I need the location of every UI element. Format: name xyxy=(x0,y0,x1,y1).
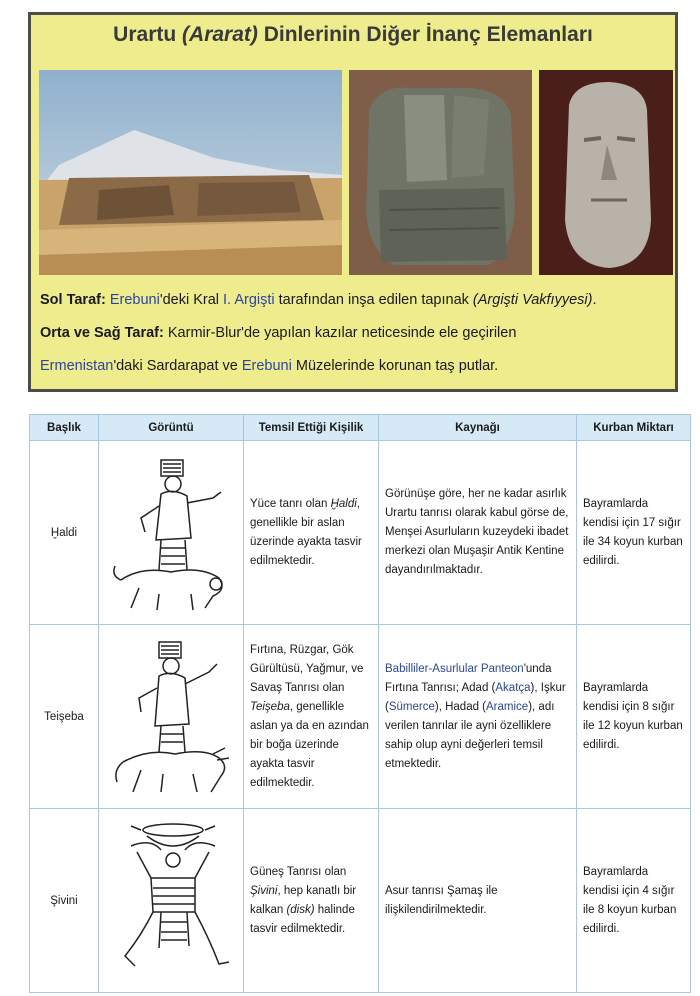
source-cell xyxy=(379,809,577,993)
table-row xyxy=(30,809,691,993)
column-header: Başlık xyxy=(30,415,99,441)
caption-text: Müzelerinde korunan taş putlar. xyxy=(295,358,499,374)
persona-cell xyxy=(244,625,379,809)
persona-text: , genellikle bir aslan üzerinde ayakta tasvir edilmektedir. xyxy=(250,497,362,567)
persona-emphasis: Şivini xyxy=(250,884,278,897)
title-part: Urartu xyxy=(113,23,177,46)
persona-cell xyxy=(244,441,379,625)
deity-image xyxy=(99,625,244,809)
source-text: Görünüşe göre, her ne kadar asırlık Urartu tanrısı olarak kabul görse de, Menşei Asurluların kuzeydeki ibadet merkezi olan Muşaşir Antik Kentine dayandırılmaktadır. xyxy=(385,488,569,576)
caption-label: Orta ve Sağ Taraf: xyxy=(40,325,164,341)
source-text: 'unda Fırtına Tanrısı; Adad ( xyxy=(385,662,552,694)
persona-text: Güneş Tanrısı olan xyxy=(250,865,347,878)
haldi-relief-icon xyxy=(101,448,241,618)
erebuni-link[interactable]: Erebuni xyxy=(109,292,160,308)
panteon-link[interactable]: Babilliler-Asurlular Panteon xyxy=(385,662,524,675)
argisti-link[interactable]: I. Argişti xyxy=(223,292,275,308)
caption-text: 'deki Kral xyxy=(159,292,219,308)
deity-image xyxy=(99,809,244,993)
persona-text: , genellikle aslan ya da en azından bir boğa üzerinde ayakta tasvir edilmektedir. xyxy=(250,700,369,789)
column-header: Temsil Ettiği Kişilik xyxy=(244,415,379,441)
persona-emphasis: Teişeba xyxy=(250,700,290,713)
figure-panel xyxy=(28,12,678,392)
figure-title xyxy=(31,23,675,47)
sivini-relief-icon xyxy=(101,816,241,986)
persona-cell xyxy=(244,809,379,993)
caption-line-3 xyxy=(40,357,498,375)
source-cell xyxy=(379,441,577,625)
source-text: ), Hadad ( xyxy=(434,700,487,713)
sacrifice-cell: Bayramlarda kendisi için 8 sığır ile 12 koyun kurban edilirdi. xyxy=(577,625,691,809)
teiseba-relief-icon xyxy=(101,632,241,802)
caption-text: . xyxy=(592,292,597,308)
title-emphasis: (Ararat) xyxy=(182,23,258,46)
deity-image xyxy=(99,441,244,625)
caption-line-2 xyxy=(40,324,516,342)
title-part: Dinlerinin Diğer İnanç Elemanları xyxy=(263,23,593,46)
source-cell xyxy=(379,625,577,809)
caption-emphasis: (Argişti Vakfıyyesi) xyxy=(472,292,593,308)
column-header: Kaynağı xyxy=(379,415,577,441)
persona-text: , hep kanatlı bir kalkan xyxy=(250,884,357,916)
stone-head-photo xyxy=(539,70,673,275)
ermenistan-link[interactable]: Ermenistan xyxy=(40,358,114,374)
persona-text: halinde tasvir edilmektedir. xyxy=(250,903,355,935)
caption-text: 'daki Sardarapat ve xyxy=(113,358,238,374)
source-text: ), Işkur ( xyxy=(385,681,566,713)
column-header: Kurban Miktarı xyxy=(577,415,691,441)
caption-line-1 xyxy=(40,291,596,309)
erebuni-link[interactable]: Erebuni xyxy=(241,358,292,374)
table-row xyxy=(30,441,691,625)
deity-name: Ḫaldi xyxy=(30,441,99,625)
sumerce-link[interactable]: Sümerce xyxy=(388,700,435,713)
caption-text: Karmir-Blur'de yapılan kazılar neticesinde ele geçirilen xyxy=(167,325,517,341)
table-header-row xyxy=(30,415,691,441)
column-header: Görüntü xyxy=(99,415,244,441)
caption-label: Sol Taraf: xyxy=(40,292,106,308)
akatca-link[interactable]: Akatça xyxy=(495,681,531,694)
persona-text: Fırtına, Rüzgar, Gök Gürültüsü, Yağmur, ve Savaş Tanrısı olan xyxy=(250,643,364,694)
persona-emphasis: (disk) xyxy=(286,903,315,916)
stone-idol-photo xyxy=(349,70,532,275)
persona-emphasis: Ḫaldi xyxy=(330,497,357,510)
deities-table xyxy=(29,414,691,993)
caption-text: tarafından inşa edilen tapınak xyxy=(278,292,469,308)
persona-text: Yüce tanrı olan xyxy=(250,497,331,510)
source-text: Asur tanrısı Şamaş ile ilişkilendirilmektedir. xyxy=(385,884,498,916)
aramice-link[interactable]: Aramice xyxy=(486,700,529,713)
deity-name: Şivini xyxy=(30,809,99,993)
table-row xyxy=(30,625,691,809)
temple-photo xyxy=(39,70,342,275)
sacrifice-cell: Bayramlarda kendisi için 4 sığır ile 8 koyun kurban edilirdi. xyxy=(577,809,691,993)
deity-name: Teişeba xyxy=(30,625,99,809)
source-text: ), adı verilen tanrılar ile ayni özelliklere sahip olup ayni değerleri temsil etmektedir. xyxy=(385,700,555,770)
sacrifice-cell: Bayramlarda kendisi için 17 sığır ile 34 koyun kurban edilirdi. xyxy=(577,441,691,625)
